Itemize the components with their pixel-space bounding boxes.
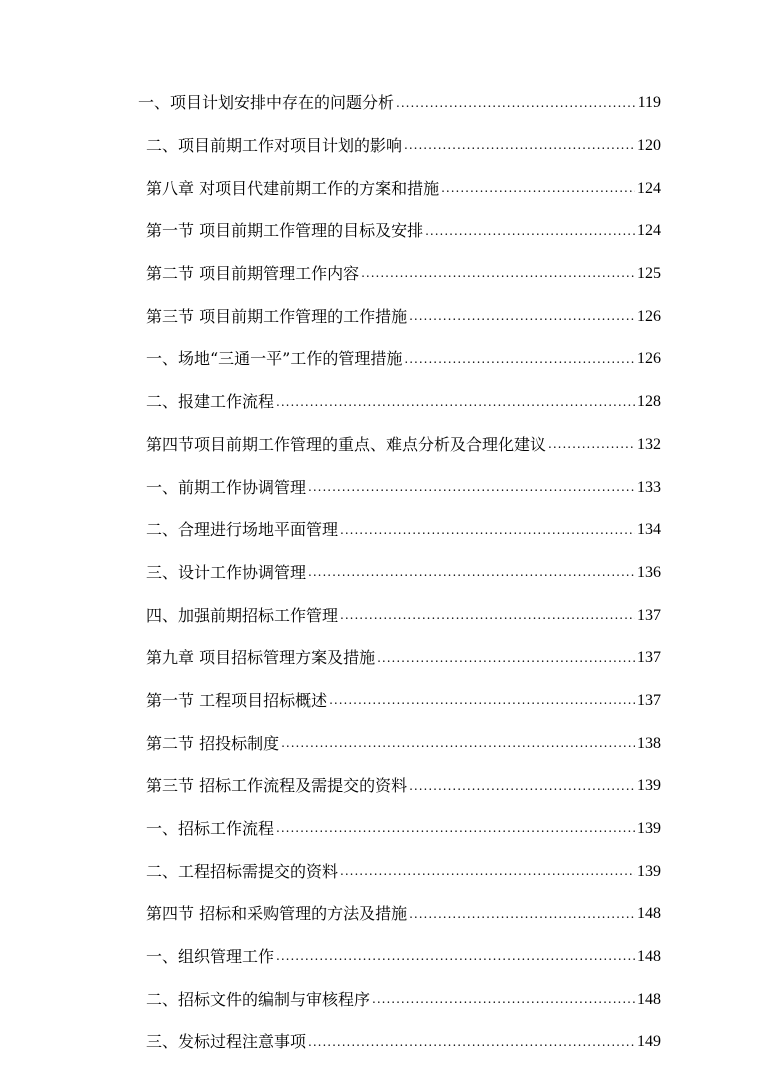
toc-leader-dots [276,392,635,424]
toc-entry-page: 139 [637,820,661,838]
toc-leader-dots [404,349,635,381]
toc-leader-dots [372,989,635,1021]
toc-entry[interactable] [0,253,761,296]
toc-leader-dots [548,434,635,466]
toc-entry-page: 148 [637,948,661,966]
toc-entry-page: 139 [637,862,661,880]
toc-leader-dots [276,818,635,850]
toc-entry[interactable] [0,552,761,595]
toc-entry-title: 一、场地“三通一平”工作的管理措施 [146,349,403,369]
toc-leader-dots [425,221,635,253]
toc-leader-dots [340,520,635,552]
toc-entry-page: 149 [637,1033,661,1051]
toc-entry[interactable] [0,210,761,253]
toc-entry-page: 125 [637,265,661,283]
toc-entry-title: 二、合理进行场地平面管理 [146,520,339,540]
toc-entry-page: 148 [637,990,661,1008]
toc-entry[interactable] [0,850,761,893]
toc-leader-dots [377,648,635,680]
toc-entry-title: 二、招标文件的编制与审核程序 [146,989,371,1009]
toc-entry[interactable] [0,82,761,125]
toc-entry-title: 第二节 项目前期管理工作内容 [146,264,360,284]
toc-entry-page: 120 [637,137,661,155]
toc-leader-dots [308,1032,635,1064]
toc-leader-dots [396,93,636,125]
toc-entry-page: 128 [637,393,661,411]
toc-leader-dots [404,135,635,167]
toc-entry-title: 第四节项目前期工作管理的重点、难点分析及合理化建议 [146,434,547,454]
toc-leader-dots [329,690,635,722]
toc-entry-page: 119 [637,94,661,112]
toc-entry-page: 137 [637,649,661,667]
toc-entry[interactable] [0,1021,761,1064]
toc-leader-dots [409,904,635,936]
toc-entry-page: 136 [637,563,661,581]
toc-entry[interactable] [0,295,761,338]
toc-entry-title: 第八章 对项目代建前期工作的方案和措施 [146,178,440,198]
toc-entry-title: 第九章 项目招标管理方案及措施 [146,648,376,668]
toc-entry-title: 一、组织管理工作 [146,947,275,967]
toc-leader-dots [340,861,635,893]
toc-entry[interactable] [0,424,761,467]
toc-entry[interactable] [0,125,761,168]
toc-entry-page: 148 [637,905,661,923]
toc-entry[interactable] [0,808,761,851]
toc-entry[interactable] [0,978,761,1021]
toc-entry-title: 二、项目前期工作对项目计划的影响 [146,136,403,156]
toc-entry-title: 第四节 招标和采购管理的方法及措施 [146,904,408,924]
toc-entry[interactable] [0,637,761,680]
table-of-contents [0,82,761,1064]
toc-entry[interactable] [0,466,761,509]
toc-entry-title: 三、发标过程注意事项 [146,1032,307,1052]
toc-leader-dots [308,562,635,594]
toc-entry[interactable] [0,936,761,979]
toc-entry-title: 第三节 项目前期工作管理的工作措施 [146,306,408,326]
toc-leader-dots [276,946,635,978]
toc-leader-dots [340,605,635,637]
toc-entry-title: 一、前期工作协调管理 [146,477,307,497]
toc-entry-title: 第一节 工程项目招标概述 [146,690,328,710]
toc-entry-page: 134 [637,521,661,539]
toc-entry-title: 二、工程招标需提交的资料 [146,861,339,881]
toc-entry-title: 第三节 招标工作流程及需提交的资料 [146,776,408,796]
toc-entry-page: 138 [637,734,661,752]
toc-entry-page: 137 [637,606,661,624]
toc-entry-title: 第二节 招投标制度 [146,733,280,753]
toc-entry-title: 三、设计工作协调管理 [146,562,307,582]
toc-entry-page: 126 [637,350,661,368]
toc-entry-title: 第一节 项目前期工作管理的目标及安排 [146,221,424,241]
toc-leader-dots [409,776,635,808]
toc-entry[interactable] [0,509,761,552]
toc-entry[interactable] [0,594,761,637]
toc-entry-page: 139 [637,777,661,795]
toc-entry-page: 132 [637,435,661,453]
toc-entry-page: 133 [637,478,661,496]
toc-entry-title: 一、招标工作流程 [146,819,275,839]
toc-entry[interactable] [0,722,761,765]
toc-entry-page: 137 [637,691,661,709]
toc-entry[interactable] [0,680,761,723]
toc-entry-page: 126 [637,307,661,325]
toc-entry[interactable] [0,338,761,381]
toc-entry-page: 124 [637,179,661,197]
toc-leader-dots [281,733,635,765]
toc-entry[interactable] [0,765,761,808]
toc-leader-dots [361,263,635,295]
toc-entry[interactable] [0,167,761,210]
toc-leader-dots [441,178,635,210]
toc-entry[interactable] [0,381,761,424]
toc-entry-title: 一、项目计划安排中存在的问题分析 [138,93,395,113]
toc-leader-dots [409,306,635,338]
toc-entry-title: 二、报建工作流程 [146,392,275,412]
toc-entry[interactable] [0,893,761,936]
toc-entry-page: 124 [637,222,661,240]
toc-entry-title: 四、加强前期招标工作管理 [146,605,339,625]
toc-leader-dots [308,477,635,509]
